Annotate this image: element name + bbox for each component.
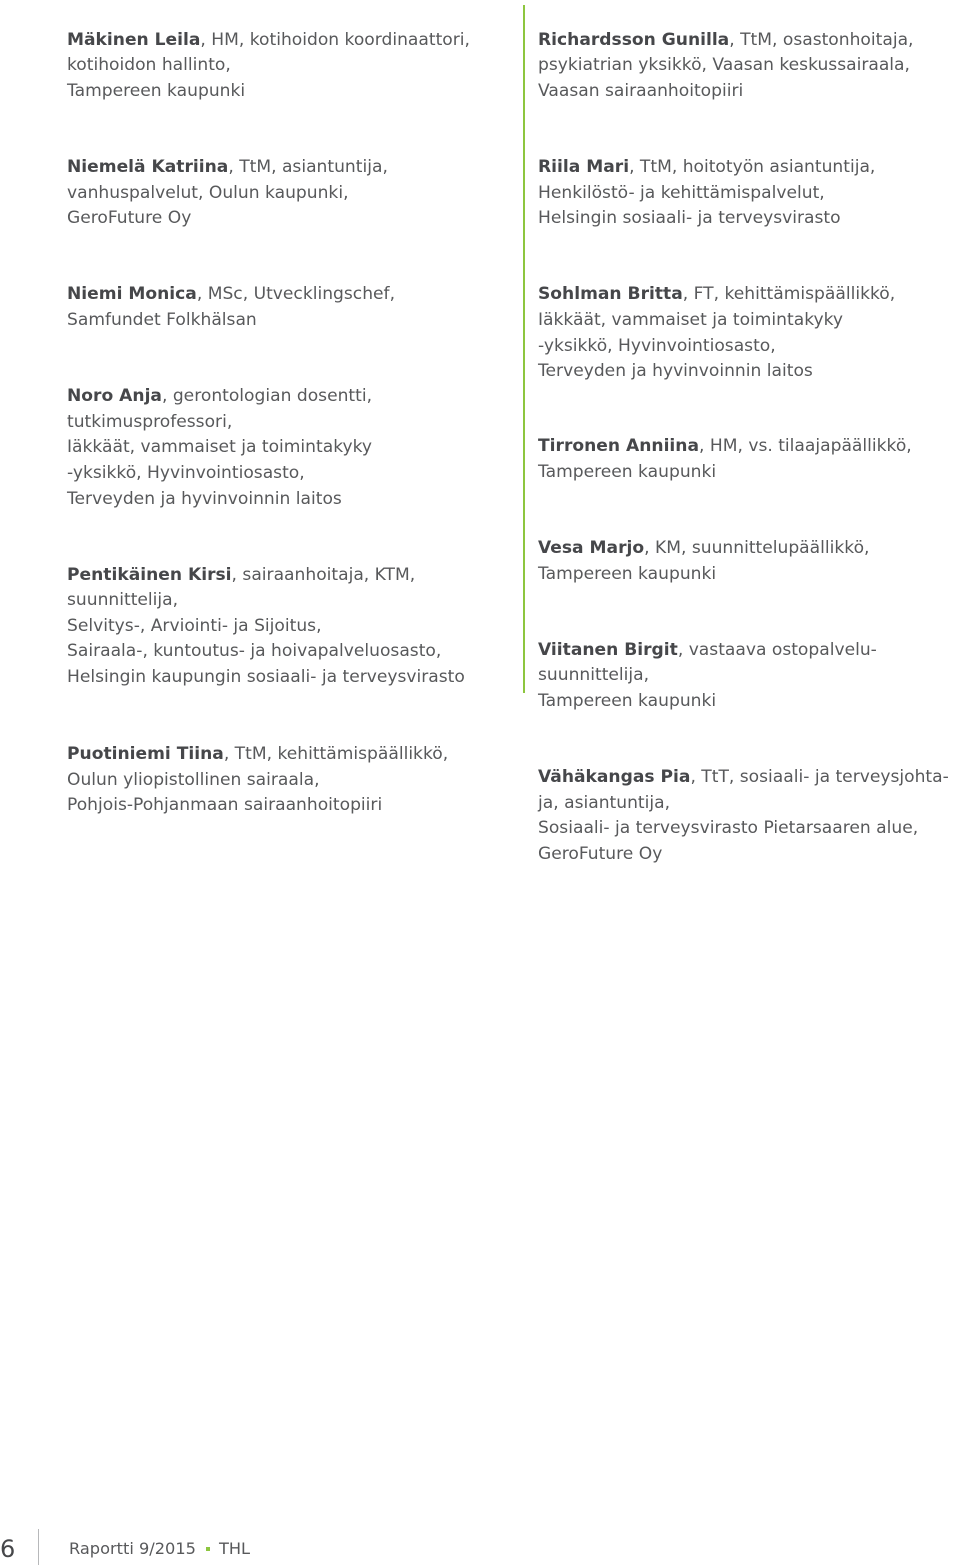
contributor-entry [67,282,512,333]
publisher-name: THL [218,1539,251,1558]
contributor-name: Puotiniemi Tiina [67,744,224,765]
contributor-entry [67,384,512,512]
contributor-name: Mäkinen Leila [67,29,201,50]
contributor-entry [538,536,956,587]
contributor-entry [538,638,956,715]
contributor-details: , vastaava ostopalvelu- suunnittelija, Tampereen kaupunki [538,639,877,712]
contributor-details: , TtM, hoitotyön asiantuntija, Henkilöstö- ja kehittämispalvelut, Helsingin sosiaali- ja terveysvirasto [538,156,876,229]
contributor-entry [538,765,956,867]
contributor-details: , MSc, Utvecklingschef, Samfundet Folkhälsan [67,284,396,330]
contributors-left-column [67,2,512,845]
contributor-details: , TtM, kehittämispäällikkö, Oulun yliopistollinen sairaala, Pohjois-Pohjanmaan sairaanhoitopiiri [67,744,449,816]
contributor-details: , TtM, asiantuntija, vanhuspalvelut, Oulun kaupunki, GeroFuture Oy [67,156,388,229]
contributor-name: Viitanen Birgit [538,639,678,660]
contributor-entry [67,28,512,105]
contributor-entry [538,155,956,232]
contributor-name: Sohlman Britta [538,284,683,305]
page-footer [0,1535,960,1565]
contributor-entry [67,742,512,819]
green-column-divider [523,5,525,693]
contributor-name: Noro Anja [67,386,162,407]
contributor-details: , FT, kehittämispäällikkö, Iäkkäät, vammaiset ja toimintakyky -yksikkö, Hyvinvointiosasto, Terveyden ja hyvinvoinnin laitos [538,284,896,382]
contributor-name: Vesa Marjo [538,538,645,559]
footer-divider [38,1529,39,1565]
contributor-name: Niemi Monica [67,284,197,305]
contributor-entry [538,434,956,485]
report-number: Raportti 9/2015 [69,1539,196,1558]
contributor-details: , HM, kotihoidon koordinaattori, kotihoidon hallinto, Tampereen kaupunki [67,29,470,101]
contributor-details: , sairaanhoitaja, KTM, suunnittelija, Selvitys-, Arviointi- ja Sijoitus, Sairaala-, kuntoutus- ja hoivapalveluosasto, Helsingin kaupungin sosiaali- ja terveysvirasto [67,564,465,688]
contributor-entry [67,155,512,232]
contributor-details: , gerontologian dosentti, tutkimusprofessori, Iäkkäät, vammaiset ja toimintakyky -yksikkö, Hyvinvointiosasto, Terveyden ja hyvinvoinnin laitos [67,386,373,509]
contributor-name: Pentikäinen Kirsi [67,564,232,585]
contributor-details: , TtM, osastonhoitaja, psykiatrian yksikkö, Vaasan keskussairaala, Vaasan sairaanhoitopiiri [538,29,914,101]
contributor-name: Vähäkangas Pia [538,767,691,788]
green-separator-dot [206,1547,210,1551]
contributors-right-column [538,2,956,893]
contributor-name: Richardsson Gunilla [538,29,730,50]
contributor-name: Tirronen Anniina [538,436,699,457]
contributor-entry [67,563,512,691]
contributor-details: , HM, vs. tilaajapäällikkö, Tampereen kaupunki [538,436,912,482]
contributor-details: , KM, suunnittelupäällikkö, Tampereen kaupunki [538,538,870,584]
contributor-details: , TtT, sosiaali- ja terveysjohta- ja, asiantuntija, Sosiaali- ja terveysvirasto Pietarsaaren alue, GeroFuture Oy [538,767,949,865]
page-number: 6 [0,1535,16,1563]
contributor-name: Niemelä Katriina [67,156,229,177]
contributor-entry [538,28,956,105]
contributor-entry [538,282,956,384]
footer-publication-info [69,1539,250,1559]
contributor-name: Riila Mari [538,156,630,177]
